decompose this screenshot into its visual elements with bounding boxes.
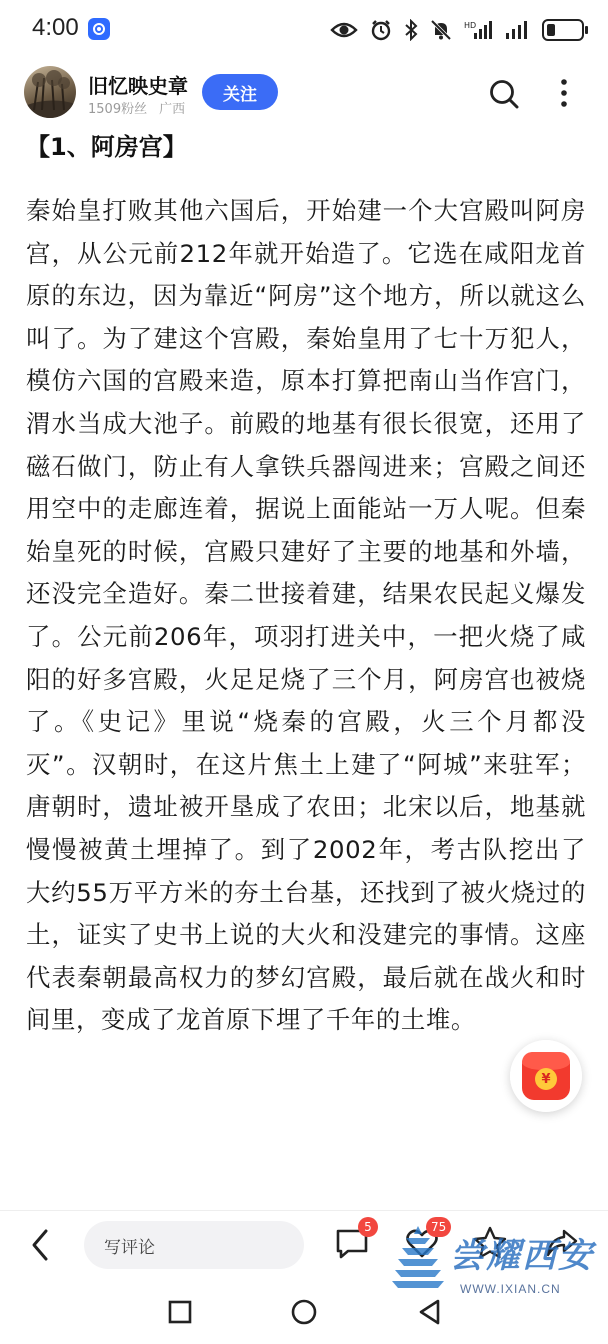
favorite-button[interactable] [472, 1225, 512, 1265]
status-time: 4:00 [32, 14, 79, 41]
battery-level [547, 24, 555, 36]
author-name[interactable]: 旧忆映史章 [88, 74, 188, 98]
watermark-title: 尝耀西安 [450, 1236, 594, 1276]
search-button[interactable] [486, 76, 522, 112]
article-body: 秦始皇打败其他六国后，开始建一个大宫殿叫阿房宫，从公元前212年就开始造了。它选在咸阳龙首原的东边，因为靠近“阿房”这个地方，所以就这么叫了。为了建这个宫殿，秦始皇用了七十万犯人，模仿六国的宫殿来造，原本打算把南山当作宫门，渭水当成大池子。前殿的地基有很长很宽，还用了磁石做门，防止有人拿铁兵器闯进来；宫殿之间还用空中的走廊连着，据说上面能站一万人呢。但秦始皇死的时候，宫殿只建好了主要的地基和外墙，还没完全造好。秦二世接着建，结果农民起义爆发了。公元前206年，项羽打进关中，一把火烧了咸阳的好多宫殿，火足足烧了三个月，阿房宫也被烧了。《史记》里说“烧秦的宫殿，火三个月都没灭”。汉朝时，在这片焦土上建了“阿城”来驻军；唐朝时，遗址被开垦成了农田；北宋以后，地基就慢慢被黄土埋掉了。到了2002年，考古队挖出了大约55万平方米的夯土台基，还找到了被火烧过的土，证实了史书上说的大火和没建完的事情。这座代表秦朝最高权力的梦幻宫殿，最后就在战火和时间里，变成了龙首原下埋了千年的土堆。 [26, 196, 586, 1035]
bottom-action-bar [0, 1210, 608, 1282]
fans-count: 1509粉丝 [88, 102, 148, 117]
home-button[interactable] [290, 1298, 318, 1326]
system-navigation-bar [0, 1282, 608, 1344]
status-bar [0, 0, 608, 62]
share-button[interactable] [544, 1225, 584, 1265]
follow-button[interactable]: 关注 [202, 74, 278, 110]
mute-icon [430, 19, 452, 41]
coin-icon: ¥ [535, 1068, 557, 1090]
article-content [26, 124, 586, 1210]
red-packet-icon [522, 1052, 570, 1100]
battery-icon [542, 19, 584, 41]
recents-button[interactable] [166, 1298, 194, 1326]
author-meta [88, 98, 185, 117]
bluetooth-icon [404, 19, 418, 41]
more-vertical-icon [552, 76, 576, 112]
comments-button[interactable] [334, 1220, 374, 1265]
signal-icon-2 [504, 19, 530, 41]
star-icon [472, 1225, 508, 1261]
status-icons [330, 16, 584, 44]
comment-input[interactable]: 写评论 [84, 1221, 304, 1269]
section-title: 【1、阿房宫】 [26, 133, 187, 161]
system-back-button[interactable] [416, 1298, 444, 1326]
circle-icon [290, 1298, 318, 1326]
author-bar [0, 62, 608, 124]
alarm-icon [370, 19, 392, 41]
author-avatar[interactable] [24, 66, 76, 118]
author-location: 广西 [159, 102, 186, 117]
comment-count-badge: 5 [358, 1217, 378, 1237]
share-icon [544, 1225, 580, 1261]
red-packet-button[interactable] [510, 1040, 582, 1112]
notification-app-icon [88, 18, 110, 40]
signal-icon-1 [464, 19, 492, 41]
like-button[interactable] [404, 1220, 447, 1265]
search-icon [486, 76, 522, 112]
eye-icon [330, 20, 358, 40]
square-icon [166, 1298, 194, 1326]
back-button[interactable] [26, 1227, 56, 1263]
chevron-left-icon [26, 1227, 56, 1263]
like-count-badge: 75 [426, 1217, 451, 1237]
more-button[interactable] [552, 76, 576, 112]
triangle-back-icon [416, 1298, 444, 1326]
svg-text:HD: HD [464, 21, 477, 30]
watermark-url: WWW.IXIAN.CN [460, 1282, 561, 1296]
